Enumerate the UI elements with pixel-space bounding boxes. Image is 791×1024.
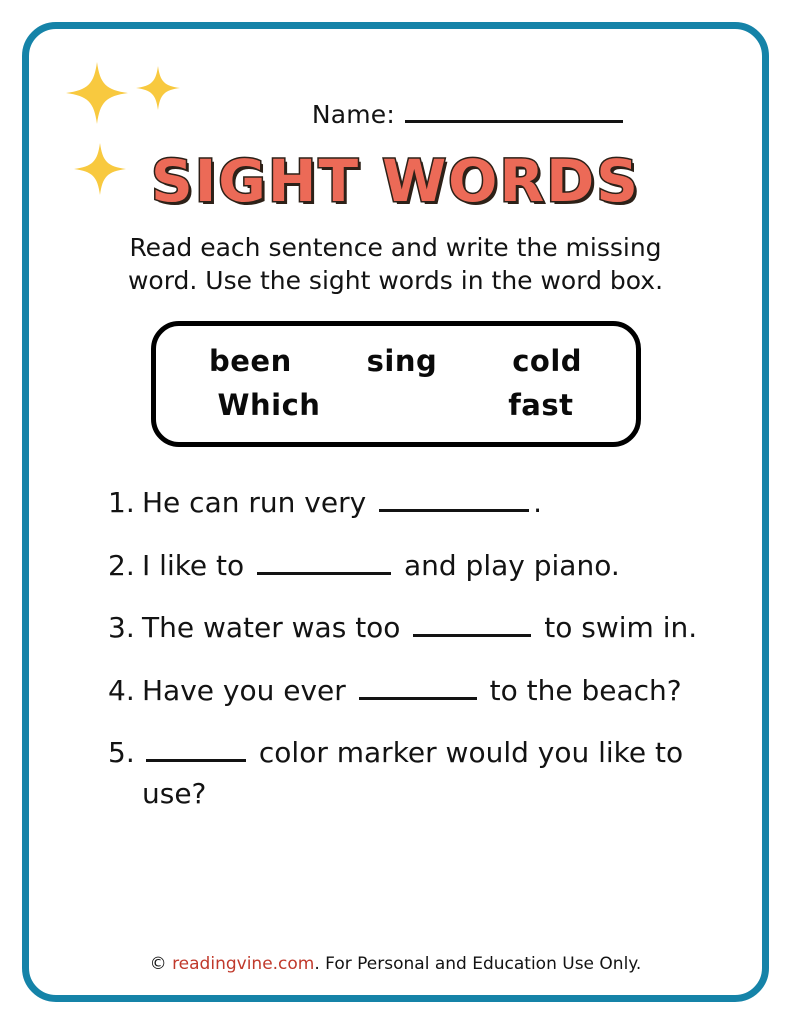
page-title: SIGHT WORDS: [150, 147, 641, 215]
question-text-before: He can run very: [142, 486, 376, 519]
question-number: 5.: [108, 736, 135, 770]
question-text-after: .: [533, 486, 542, 519]
question-text-after: to swim in.: [535, 611, 698, 645]
footer-brand[interactable]: readingvine.com: [172, 954, 315, 974]
word-box: [151, 321, 641, 447]
question-number: 2.: [108, 548, 135, 582]
answer-blank[interactable]: [359, 677, 477, 700]
question-item-5: [108, 733, 709, 814]
word-bank-item: sing: [366, 344, 438, 378]
name-row: [72, 98, 719, 129]
question-text-after: color marker would you like to use?: [142, 736, 684, 810]
name-label: Name:: [311, 100, 395, 129]
footer: [22, 954, 769, 974]
word-box-row-1: [172, 344, 620, 378]
question-text: [142, 546, 709, 587]
question-number: 4.: [108, 673, 135, 707]
word-bank-item: Which: [217, 388, 321, 422]
answer-blank[interactable]: [379, 489, 529, 512]
worksheet-content: [22, 22, 769, 1002]
question-text-after: to the beach?: [480, 673, 682, 707]
footer-rest: . For Personal and Education Use Only.: [314, 954, 642, 974]
question-text: [142, 671, 709, 712]
footer-copyright: ©: [149, 954, 173, 974]
answer-blank[interactable]: [413, 614, 531, 637]
question-number: 1.: [108, 486, 135, 519]
question-item-1: [108, 483, 709, 524]
word-box-row-2: [172, 388, 620, 422]
answer-blank[interactable]: [146, 739, 246, 762]
question-text: [142, 608, 709, 649]
question-text-before: Have you ever: [142, 673, 355, 707]
question-text: [142, 733, 709, 814]
answer-blank[interactable]: [257, 552, 391, 575]
question-item-4: [108, 671, 709, 712]
question-item-2: [108, 546, 709, 587]
question-item-3: [108, 608, 709, 649]
word-bank-item: fast: [508, 388, 574, 422]
question-text: [142, 483, 709, 524]
questions-list: [72, 483, 719, 815]
question-text-after: and play piano.: [395, 548, 620, 582]
word-bank-item: been: [208, 344, 292, 378]
word-bank-item: cold: [512, 344, 583, 378]
name-input-line[interactable]: [405, 98, 623, 123]
question-text-before: The water was too: [142, 611, 410, 645]
question-text-before: I like to: [142, 548, 254, 582]
instructions-text: Read each sentence and write the missing word. Use the sight words in the word box.: [127, 233, 664, 295]
question-number: 3.: [108, 611, 135, 645]
